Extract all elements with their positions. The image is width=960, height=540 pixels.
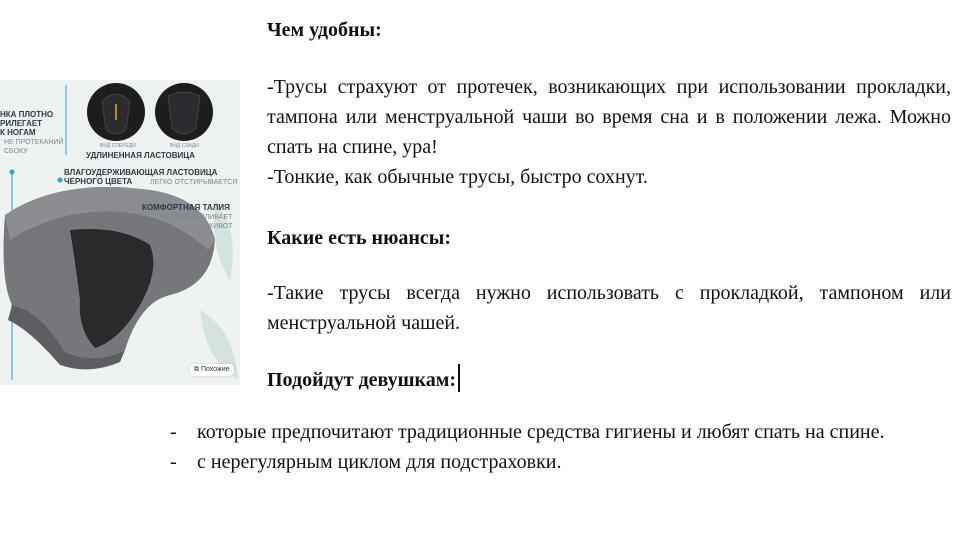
list-item-text: которые предпочитают традиционные средства гигиены и любят спать на спине. [197,421,885,443]
similar-icon: ⧉ [194,366,201,373]
label-gusset: УДЛИНЕННАЯ ЛАСТОВИЦА [86,151,195,160]
similar-label: Похожие [200,366,230,373]
label-front: ВИД СПЕРЕДИ [100,143,136,149]
bullet-marker: - [170,451,177,473]
bullet-marker: - [170,421,177,443]
list-item-text: с нерегулярным циклом для подстраховки. [197,451,562,473]
label-washable: ЛЕГКО ОТСТИРЫВАЕТСЯ [150,179,238,186]
heading-nuances: Какие есть нюансы: [267,227,452,249]
label-fit: НКА ПЛОТНО РИЛЕГАЕТ К НОГАМ [0,110,54,137]
bullet-list [170,417,952,477]
label-no-leak: НЕ ПРОТЕКАНИЙ СБОКУ [4,139,64,155]
label-absorbent: ВЛАГОУДЕРЖИВАЮЩАЯ ЛАСТОВИЦА ЧЕРНОГО ЦВЕТА [64,168,218,186]
text-cursor [458,364,460,392]
list-item [170,417,952,447]
paragraph-comfort-1: -Трусы страхуют от протечек, возникающих при использовании прокладки, тампона или менструальной чаши во время сна и в положении лежа. Можно спать на спине, ура! [267,76,951,158]
similar-button[interactable] [190,364,234,376]
paragraph-nuances-1: -Такие трусы всегда нужно использовать с прокладкой, тампоном или менструальной чашей. [267,282,951,334]
label-waist: КОМФОРТНАЯ ТАЛИЯ [142,203,230,212]
paragraph-comfort-2: -Тонкие, как обычные трусы, быстро сохнут. [267,166,648,188]
label-waist-sub: НЕ ПЕРЕДАВЛИВАЕТ ЖИВОТ [160,214,233,230]
label-back: ВИД СЗАДИ [170,143,199,149]
heading-suits-text: Подойдут девушкам: [267,369,457,391]
list-item [170,447,952,477]
product-image [0,80,240,385]
heading-comfort: Чем удобны: [267,19,382,41]
heading-suits[interactable] [267,364,460,392]
